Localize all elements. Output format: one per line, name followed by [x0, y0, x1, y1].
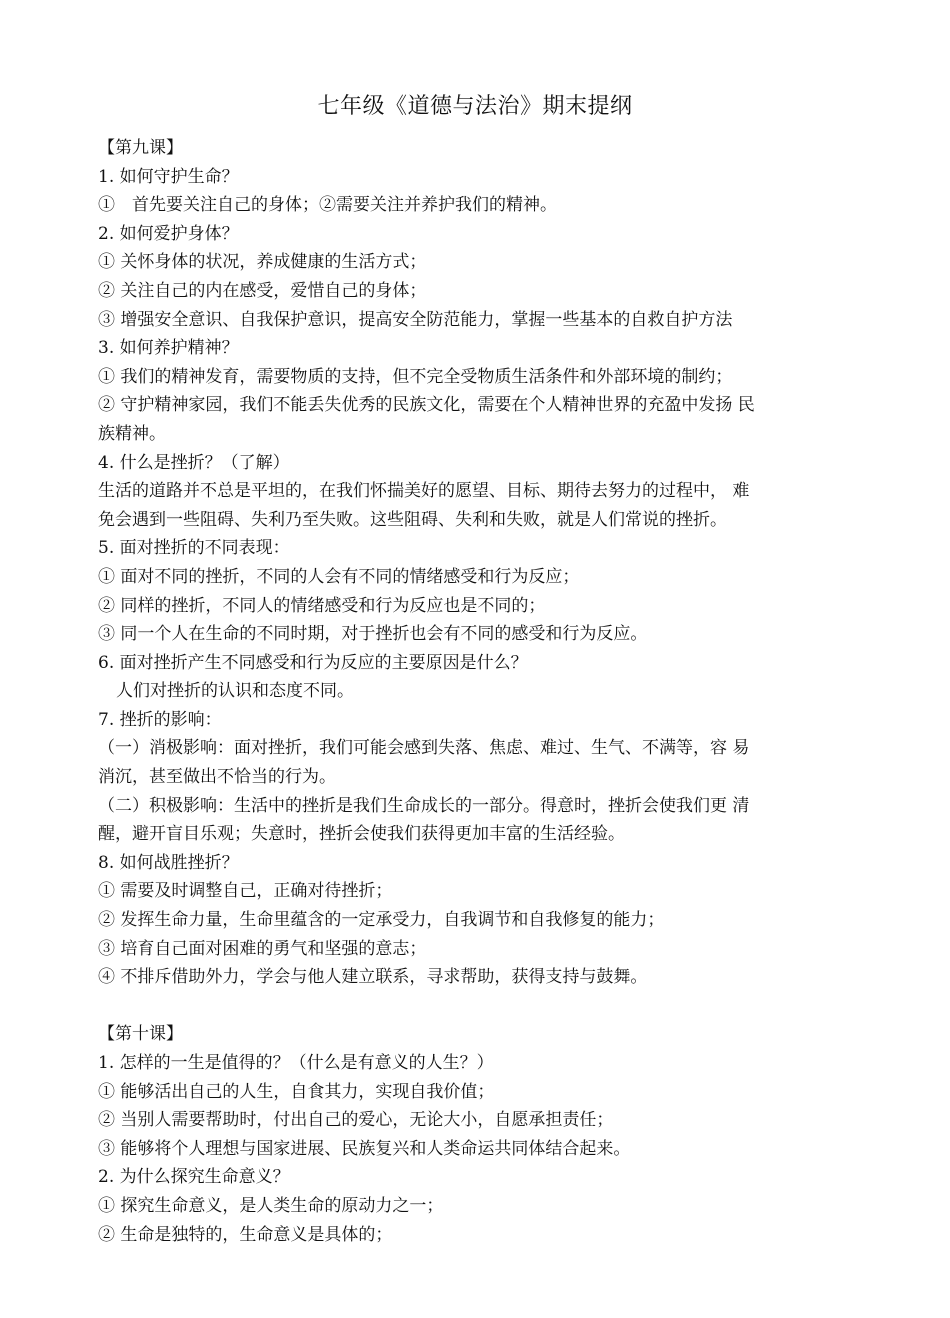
- answer-text: ① 面对不同的挫折，不同的人会有不同的情绪感受和行为反应；: [98, 566, 580, 587]
- answer-text: （一）消极影响：面对挫折，我们可能会感到失落、焦虑、难过、生气、不满等，容 易: [98, 738, 750, 759]
- answer-text: ③ 培育自己面对困难的勇气和坚强的意志；: [98, 938, 427, 959]
- answer-text-continued: 消沉，甚至做出不恰当的行为。: [98, 767, 336, 788]
- answer-text: 生活的道路并不总是平坦的，在我们怀揣美好的愿望、目标、期待去努力的过程中， 难: [98, 481, 750, 502]
- question-text: 8. 如何战胜挫折？: [98, 852, 239, 873]
- answer-text-continued: 免会遇到一些阻碍、失利乃至失败。这些阻碍、失利和失败，就是人们常说的挫折。: [98, 509, 727, 530]
- answer-text: ① 能够活出自己的人生，自食其力，实现自我价值；: [98, 1081, 495, 1102]
- question-text: 6. 面对挫折产生不同感受和行为反应的主要原因是什么？: [98, 652, 528, 673]
- answer-text: ② 同样的挫折，不同人的情绪感受和行为反应也是不同的；: [98, 595, 546, 616]
- answer-text: ① 关怀身体的状况，养成健康的生活方式；: [98, 252, 427, 273]
- question-text: 1. 如何守护生命？: [98, 166, 239, 187]
- answer-text: ③ 能够将个人理想与国家进展、民族复兴和人类命运共同体结合起来。: [98, 1138, 631, 1159]
- answer-text: ② 生命是独特的，生命意义是具体的；: [98, 1224, 393, 1245]
- answer-text: ② 发挥生命力量，生命里蕴含的一定承受力，自我调节和自我修复的能力；: [98, 910, 665, 931]
- answer-text: ① 首先要关注自己的身体；②需要关注并养护我们的精神。: [98, 195, 557, 216]
- lesson-9-heading: 【第九课】: [98, 138, 183, 158]
- section-spacer: [98, 992, 858, 1021]
- question-text: 2. 如何爱护身体？: [98, 223, 239, 244]
- answer-text: ③ 增强安全意识、自我保护意识，提高安全防范能力，掌握一些基本的自救自护方法: [98, 309, 733, 330]
- answer-text-continued: 醒，避开盲目乐观；失意时，挫折会使我们获得更加丰富的生活经验。: [98, 824, 625, 845]
- answer-text: ① 需要及时调整自己，正确对待挫折；: [98, 881, 393, 902]
- answer-text: 人们对挫折的认识和态度不同。: [116, 681, 354, 702]
- question-text: 5. 面对挫折的不同表现：: [98, 538, 290, 559]
- answer-text: （二）积极影响：生活中的挫折是我们生命成长的一部分。得意时，挫折会使我们更 清: [98, 795, 750, 816]
- answer-text: ② 关注自己的内在感受，爱惜自己的身体；: [98, 280, 427, 301]
- lesson-10-heading: 【第十课】: [98, 1024, 183, 1045]
- answer-text: ① 我们的精神发育，需要物质的支持，但不完全受物质生活条件和外部环境的制约；: [98, 366, 733, 387]
- answer-text: ① 探究生命意义，是人类生命的原动力之一；: [98, 1195, 444, 1216]
- document-body: [98, 134, 858, 1249]
- question-text: 1. 怎样的一生是值得的？（什么是有意义的人生？）: [98, 1053, 494, 1073]
- document-title: 七年级《道德与法治》期末提纲: [317, 94, 633, 119]
- question-text: 4. 什么是挫折？（了解）: [98, 452, 290, 473]
- answer-text: ③ 同一个人在生命的不同时期，对于挫折也会有不同的感受和行为反应。: [98, 624, 648, 645]
- question-text: 2. 为什么探究生命意义？: [98, 1167, 290, 1188]
- question-text: 3. 如何养护精神？: [98, 338, 239, 359]
- question-text: 7. 挫折的影响：: [98, 709, 222, 730]
- answer-text: ④ 不排斥借助外力，学会与他人建立联系，寻求帮助，获得支持与鼓舞。: [98, 967, 648, 988]
- answer-text-continued: 族精神。: [98, 423, 166, 444]
- answer-text: ② 守护精神家园，我们不能丢失优秀的民族文化，需要在个人精神世界的充盈中发扬 民: [98, 395, 755, 416]
- answer-text: ② 当别人需要帮助时，付出自己的爱心，无论大小，自愿承担责任；: [98, 1110, 614, 1131]
